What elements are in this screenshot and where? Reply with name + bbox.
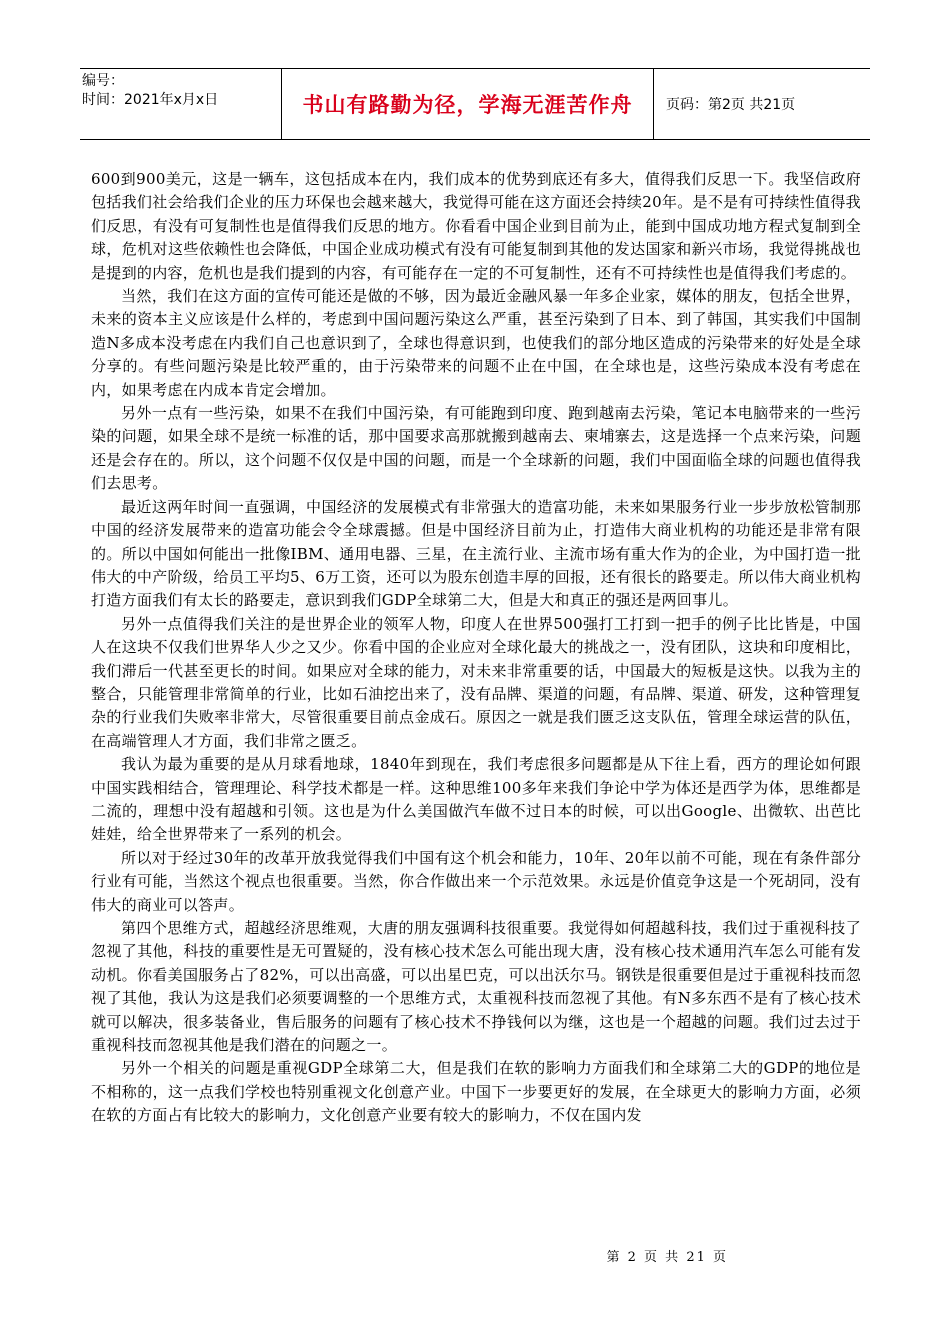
paragraph: 另外一点值得我们关注的是世界企业的领军人物，印度人在世界500强打工打到一把手的例子比比皆是，中国人在这块不仅我们世界华人少之又少。你看中国的企业应对全球化最大的挑战之一，没有团队，这块和印度相比，我们滞后一代甚至更长的时间。如果应对全球的能力，对未来非常重要的话，中国最大的短板是这快。以我为主的整合，只能管理非常简单的行业，比如石油挖出来了，没有品牌、渠道的问题，有品牌、渠道、研发，这种管理复杂的行业我们失败率非常大，尽管很重要目前点金成石。原因之一就是我们匮乏这支队伍，管理全球运营的队伍，在高端管理人才方面，我们非常之匮乏。 bbox=[91, 614, 861, 750]
paragraph: 600到900美元，这是一辆车，这包括成本在内，我们成本的优势到底还有多大，值得我们反思一下。我坚信政府包括我们社会给我们企业的压力环保也会越来越大，我觉得可能在这方面还会持续20年。是不是有可持续性值得我们反思，有没有可复制性也是值得我们反思的地方。你看看中国企业到目前为止，能到中国成功地方程式复制到全球，危机对这些依赖性也会降低，中国企业成功模式有没有可能复制到其他的发达国家和新兴市场，我觉得挑战也是提到的内容，危机也是我们提到的内容，有可能存在一定的不可复制性，还有不可持续性也是值得我们考虑的。 bbox=[91, 170, 861, 282]
paragraph: 所以对于经过30年的改革开放我觉得我们中国有这个机会和能力，10年、20年以前不可能，现在有条件部分行业有可能，当然这个视点也很重要。当然，你合作做出来一个示范效果。永远是价值竞争这是一个死胡同，没有伟大的商业可以答声。 bbox=[91, 848, 861, 914]
paragraph: 最近这两年时间一直强调，中国经济的发展模式有非常强大的造富功能，未来如果服务行业一步步放松管制那中国的经济发展带来的造富功能会令全球震撼。但是中国经济目前为止，打造伟大商业机构的功能还是非常有限的。所以中国如何能出一批像IBM、通用电器、三星，在主流行业、主流市场有重大作为的企业，为中国打造一批伟大的中产阶级，给员工平均5、6万工资，还可以为股东创造丰厚的回报，还有很长的路要走。所以伟大商业机构打造方面我们有太长的路要走，意识到我们GDP全球第二大，但是大和真正的强还是两回事儿。 bbox=[91, 497, 861, 610]
paragraph: 第四个思维方式，超越经济思维观，大唐的朋友强调科技很重要。我觉得如何超越科技，我们过于重视科技了忽视了其他，科技的重要性是无可置疑的，没有核心技术怎么可能出现大唐，没有核心技术通用汽车怎么可能有发动机。你看美国服务占了82%，可以出高盛，可以出星巴克，可以出沃尔马。钢铁是很重要但是过于重视科技而忽视了其他，我认为这是我们必须要调整的一个思维方式，太重视科技而忽视了其他。有N多东西不是有了核心技术就可以解决，很多装备业，售后服务的问题有了核心技术不挣钱何以为继，这也是一个超越的问题。我们过去过于重视科技而忽视其他是我们潜在的问题之一。 bbox=[91, 919, 861, 1055]
header-meta bbox=[80, 69, 282, 139]
paragraph: 当然，我们在这方面的宣传可能还是做的不够，因为最近金融风暴一年多企业家，媒体的朋友，包括全世界，未来的资本主义应该是什么样的，考虑到中国问题污染这么严重，甚至污染到了日本、到了韩国，其实我们中国制造N多成本没考虑在内我们自己也意识到了，全球也得意识到，也使我们的部分地区造成的污染带来的好处是全球分享的。有些问题污染是比较严重的，由于污染带来的问题不止在中国，在全球也是，这些污染成本没有考虑在内，如果考虑在内成本肯定会增加。 bbox=[91, 287, 861, 399]
document-time-label: 时间：2021年x月x日 bbox=[82, 92, 219, 108]
document-number-label: 编号： bbox=[82, 73, 124, 89]
paragraph: 另外一个相关的问题是重视GDP全球第二大，但是我们在软的影响力方面我们和全球第二大的GDP的地位是不相称的，这一点我们学校也特别重视文化创意产业。中国下一步要更好的发展，在全球更大的影响力方面，必须在软的方面占有比较大的影响力，文化创意产业要有较大的影响力，不仅在国内发 bbox=[91, 1059, 861, 1125]
page-footer: 第 2 页 共 21 页 bbox=[606, 1250, 728, 1265]
paragraph: 另外一点有一些污染，如果不在我们中国污染，有可能跑到印度、跑到越南去污染，笔记本电脑带来的一些污染的问题，如果全球不是统一标准的话，那中国要求高那就搬到越南去、柬埔寨去，这是选择一个点来污染，问题还是会存在的。所以，这个问题不仅仅是中国的问题，而是一个全球新的问题，我们中国面临全球的问题也值得我们去思考。 bbox=[91, 404, 861, 493]
header-page-info: 页码：第2页 共21页 bbox=[666, 97, 796, 113]
header-motto-cell bbox=[282, 69, 654, 139]
page-header bbox=[80, 68, 870, 140]
paragraph: 我认为最为重要的是从月球看地球，1840年到现在，我们考虑很多问题都是从下往上看，西方的理论如何跟中国实践相结合，管理理论、科学技术都是一样。这种思维100多年来我们争论中学为体还是西学为体，思维都是二流的，理想中没有超越和引领。这也是为什么美国做汽车做不过日本的时候，可以出Google、出微软、出芭比娃娃，给全世界带来了一系列的机会。 bbox=[91, 755, 861, 844]
document-body bbox=[91, 168, 861, 1128]
header-motto: 书山有路勤为径，学海无涯苦作舟 bbox=[302, 93, 633, 117]
